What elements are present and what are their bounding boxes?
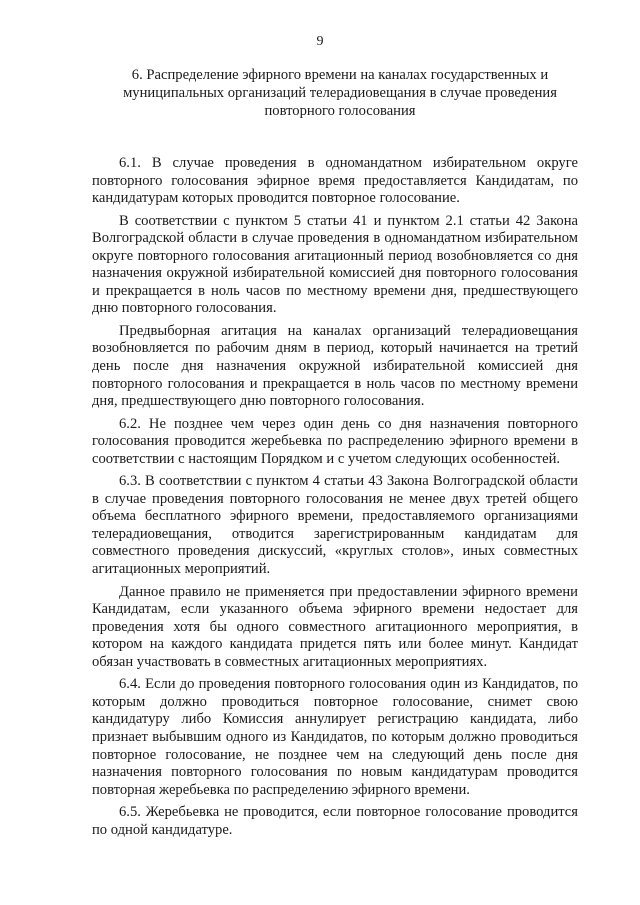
section-title-line: муниципальных организаций телерадиовещания в случае проведения — [123, 85, 557, 101]
paragraph-6-2: 6.2. Не позднее чем через один день со дня назначения повторного голосования проводится жеребьевка по распределению эфирного времени в соответствии с настоящим Порядком и с учетом следующих особенностей. — [92, 415, 578, 467]
paragraph-6-4: 6.4. Если до проведения повторного голосования один из Кандидатов, по которым должно проводиться повторное голосование, снимет свою кандидатуру либо Комиссия аннулирует регистрацию кандидата, либо признает выбывшим одного из Кандидатов, по которым должно проводиться повторное голосование, не позднее чем на следующий день после дня назначения повторного голосования по новым кандидатурам проводится повторная жеребьевка по распределению эфирного времени. — [92, 676, 578, 798]
section-title-line: повторного голосования — [264, 103, 416, 119]
paragraph-6-1-agitation: Предвыборная агитация на каналах организаций телерадиовещания возобновляется по рабочим дням в период, который начинается на третий день после дня назначения окружной избирательной комиссией дня повторного голосования и прекращается в ноль часов по местному времени дня, предшествующего дню повторного голосования. — [92, 322, 578, 410]
paragraph-6-3-exception: Данное правило не применяется при предоставлении эфирного времени Кандидатам, если указанного объема эфирного времени недостает для проведения хотя бы одного совместного агитационного мероприятия, в котором на каждого кандидата придется пять или более минут. Кандидат обязан участвовать в совместных агитационных мероприятиях. — [92, 583, 578, 670]
paragraph-6-3: 6.3. В соответствии с пунктом 4 статьи 43 Закона Волгоградской области в случае проведения повторного голосования не менее двух третей общего объема бесплатного эфирного времени, предоставляемого организациями телерадиовещания, отводится зарегистрированным кандидатам для совместного проведения дискуссий, «круглых столов», иных совместных агитационных мероприятий. — [92, 473, 578, 578]
paragraph-6-1: 6.1. В случае проведения в одномандатном избирательном округе повторного голосования эфирное время предоставляется Кандидатам, по кандидатурам которых проводится повторное голосование. — [92, 155, 578, 207]
paragraph-6-5: 6.5. Жеребьевка не проводится, если повторное голосование проводится по одной кандидатуре. — [92, 804, 578, 838]
body-text — [92, 155, 578, 839]
page-number: 9 — [316, 34, 324, 49]
section-title — [100, 66, 580, 120]
section-title-line: 6. Распределение эфирного времени на каналах государственных и — [131, 67, 549, 83]
paragraph-6-1-law-reference: В соответствии с пунктом 5 статьи 41 и пунктом 2.1 статьи 42 Закона Волгоградской области в случае проведения в одномандатном избирательном округе повторного голосования агитационный период возобновляется со дня назначения окружной избирательной комиссией дня повторного голосования и прекращается в ноль часов по местному времени дня, предшествующего дню повторного голосования. — [92, 212, 578, 317]
